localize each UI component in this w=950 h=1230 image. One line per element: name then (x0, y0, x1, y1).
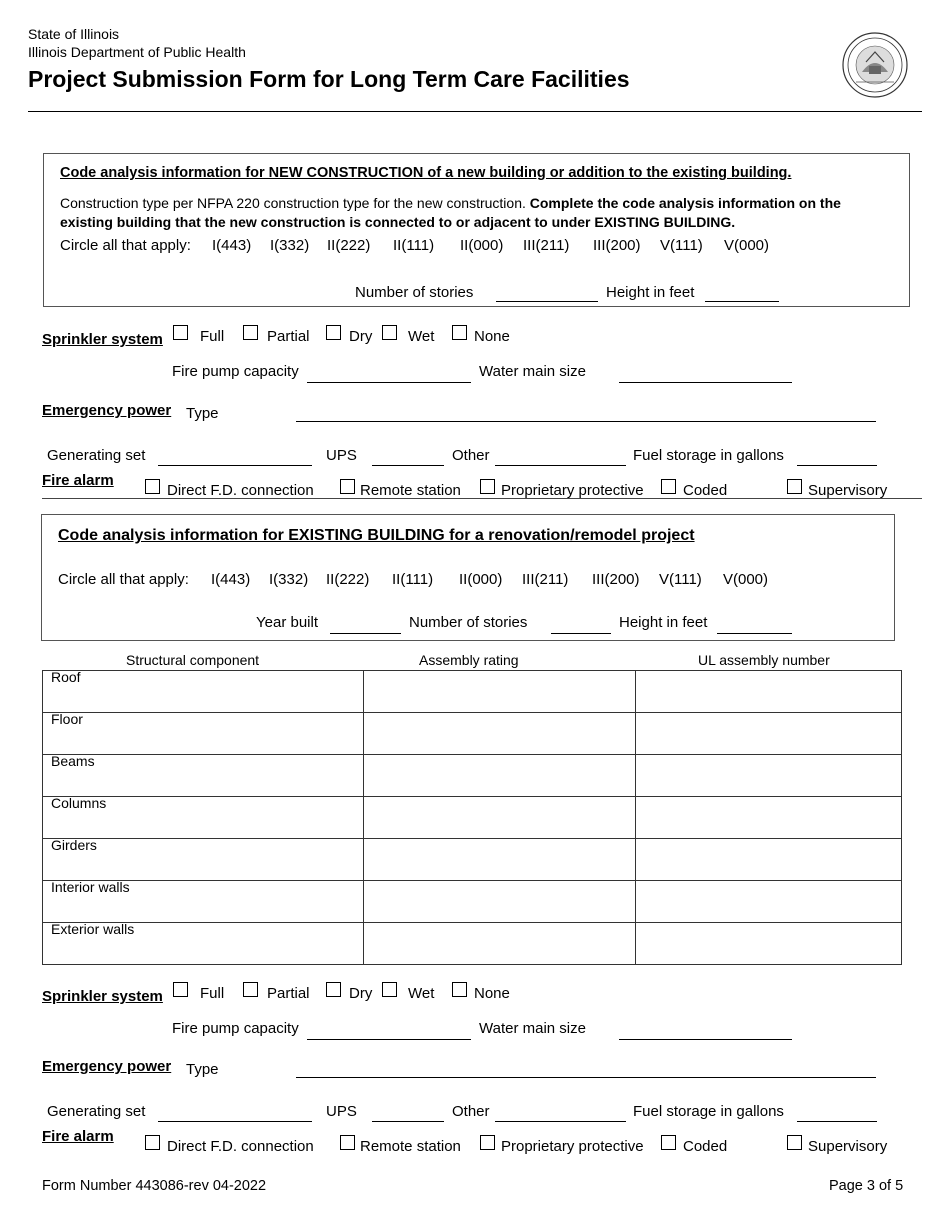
fuel-storage-label: Fuel storage in gallons (633, 447, 784, 464)
type-option[interactable]: V(000) (723, 571, 769, 588)
component-cell: Floor (43, 713, 364, 755)
table-row (43, 671, 902, 713)
alarm-option-label: Coded (683, 482, 728, 499)
alarm-remote-checkbox[interactable] (340, 1135, 355, 1150)
component-cell: Girders (43, 839, 364, 881)
new-construction-instruction-line2: existing building that the new construction is connected to or adjacent to under EXISTING BUILDING. (60, 214, 736, 230)
sprinkler-full-checkbox[interactable] (173, 982, 188, 997)
water-main-input[interactable] (619, 1039, 792, 1040)
type-option[interactable]: V(111) (660, 237, 703, 254)
generating-set-label: Generating set (47, 447, 146, 464)
alarm-option-label: Remote station (360, 482, 461, 499)
sprinkler-none-checkbox[interactable] (452, 325, 467, 340)
height-input[interactable] (705, 301, 779, 302)
alarm-direct-checkbox[interactable] (145, 479, 160, 494)
emergency-type-input[interactable] (296, 421, 876, 422)
emergency-power-label: Emergency power (42, 1058, 172, 1075)
sprinkler-wet-checkbox[interactable] (382, 982, 397, 997)
alarm-option-label: Proprietary protective (501, 1138, 644, 1155)
alarm-remote-checkbox[interactable] (340, 479, 355, 494)
page-title: Project Submission Form for Long Term Care Facilities (28, 66, 630, 92)
alarm-proprietary-checkbox[interactable] (480, 479, 495, 494)
water-main-label: Water main size (479, 363, 586, 380)
alarm-option-label: Remote station (360, 1138, 461, 1155)
fuel-storage-label: Fuel storage in gallons (633, 1103, 784, 1120)
ul-number-cell[interactable] (636, 755, 902, 797)
type-option[interactable]: II(222) (326, 571, 370, 588)
table-row (43, 881, 902, 923)
type-label: Type (186, 1061, 219, 1078)
column-header: Structural component (126, 652, 260, 668)
table-row (43, 923, 902, 965)
sprinkler-partial-checkbox[interactable] (243, 982, 258, 997)
alarm-option-label: Supervisory (808, 482, 888, 499)
section-divider (42, 498, 922, 499)
circle-label: Circle all that apply: (60, 237, 191, 254)
type-option[interactable]: III(200) (592, 571, 640, 588)
type-label: Type (186, 405, 219, 422)
assembly-rating-cell[interactable] (363, 713, 636, 755)
fuel-storage-input[interactable] (797, 465, 877, 466)
table-row (43, 755, 902, 797)
generating-set-input[interactable] (158, 465, 312, 466)
type-option[interactable]: V(000) (724, 237, 770, 254)
type-option[interactable]: III(211) (522, 571, 569, 588)
type-option[interactable]: III(200) (593, 237, 641, 254)
alarm-option-label: Proprietary protective (501, 482, 644, 499)
sprinkler-option-label: Partial (267, 328, 310, 345)
stories-label: Number of stories (409, 614, 528, 631)
water-main-label: Water main size (479, 1020, 586, 1037)
stories-label: Number of stories (355, 284, 474, 301)
assembly-rating-cell[interactable] (363, 671, 636, 713)
fire-alarm-label: Fire alarm (42, 472, 114, 489)
table-row (43, 797, 902, 839)
type-option[interactable]: II(111) (393, 237, 435, 254)
ul-number-cell[interactable] (636, 839, 902, 881)
emergency-power-label: Emergency power (42, 402, 172, 419)
assembly-rating-cell[interactable] (363, 839, 636, 881)
state-name: State of Illinois (28, 26, 120, 42)
alarm-option-label: Direct F.D. connection (167, 1138, 314, 1155)
type-option[interactable]: V(111) (659, 571, 702, 588)
sprinkler-option-label: Full (200, 985, 225, 1002)
fire-pump-label: Fire pump capacity (172, 363, 299, 380)
fire-alarm-label: Fire alarm (42, 1128, 114, 1145)
existing-building-heading: Code analysis information for EXISTING BUILDING for a renovation/remodel project (58, 527, 695, 544)
sprinkler-option-label: None (474, 985, 510, 1002)
type-option[interactable]: I(332) (270, 237, 310, 254)
ul-number-cell[interactable] (636, 923, 902, 965)
department-name: Illinois Department of Public Health (28, 44, 246, 60)
component-cell: Interior walls (43, 881, 364, 923)
sprinkler-dry-checkbox[interactable] (326, 982, 341, 997)
page-number: Page 3 of 5 (829, 1178, 904, 1194)
type-option[interactable]: I(443) (212, 237, 252, 254)
new-construction-instruction-line1: Construction type per NFPA 220 construction type for the new construction. Complete the code analysis information on the (60, 195, 841, 211)
ul-number-cell[interactable] (636, 881, 902, 923)
sprinkler-partial-checkbox[interactable] (243, 325, 258, 340)
ups-input[interactable] (372, 1121, 444, 1122)
sprinkler-none-checkbox[interactable] (452, 982, 467, 997)
year-built-label: Year built (256, 614, 318, 631)
alarm-proprietary-checkbox[interactable] (480, 1135, 495, 1150)
water-main-input[interactable] (619, 382, 792, 383)
component-cell: Roof (43, 671, 364, 713)
sprinkler-system-label: Sprinkler system (42, 331, 163, 348)
other-input[interactable] (495, 1121, 626, 1122)
alarm-supervisory-checkbox[interactable] (787, 1135, 802, 1150)
alarm-coded-checkbox[interactable] (661, 1135, 676, 1150)
new-construction-heading: Code analysis information for NEW CONSTRUCTION of a new building or addition to the existing building. (60, 165, 792, 181)
assembly-rating-cell[interactable] (363, 797, 636, 839)
alarm-option-label: Supervisory (808, 1138, 888, 1155)
ups-input[interactable] (372, 465, 444, 466)
ul-number-cell[interactable] (636, 797, 902, 839)
form-number: Form Number 443086-rev 04-2022 (42, 1178, 267, 1194)
table-row (43, 839, 902, 881)
alarm-coded-checkbox[interactable] (661, 479, 676, 494)
stories-input[interactable] (496, 301, 598, 302)
height-label: Height in feet (606, 284, 695, 301)
circle-label: Circle all that apply: (58, 571, 189, 588)
type-option[interactable]: I(332) (269, 571, 309, 588)
height-label: Height in feet (619, 614, 708, 631)
assembly-rating-cell[interactable] (363, 923, 636, 965)
table-row (43, 713, 902, 755)
ups-label: UPS (326, 1103, 357, 1120)
sprinkler-option-label: Wet (408, 328, 435, 345)
type-option[interactable]: II(222) (327, 237, 371, 254)
stories-input[interactable] (551, 633, 611, 634)
type-option[interactable]: II(000) (460, 237, 504, 254)
other-label: Other (452, 447, 490, 464)
ul-number-cell[interactable] (636, 671, 902, 713)
alarm-option-label: Direct F.D. connection (167, 482, 314, 499)
structural-components-table (42, 670, 902, 965)
height-input[interactable] (717, 633, 792, 634)
generating-set-input[interactable] (158, 1121, 312, 1122)
fire-pump-input[interactable] (307, 1039, 471, 1040)
assembly-rating-cell[interactable] (363, 755, 636, 797)
alarm-direct-checkbox[interactable] (145, 1135, 160, 1150)
state-seal-logo (842, 32, 908, 98)
type-option[interactable]: II(111) (392, 571, 434, 588)
other-input[interactable] (495, 465, 626, 466)
sprinkler-option-label: Full (200, 328, 225, 345)
fire-pump-input[interactable] (307, 382, 471, 383)
generating-set-label: Generating set (47, 1103, 146, 1120)
component-cell: Columns (43, 797, 364, 839)
column-header: UL assembly number (698, 652, 830, 668)
sprinkler-option-label: Partial (267, 985, 310, 1002)
header-divider (28, 111, 922, 112)
sprinkler-option-label: Dry (349, 985, 373, 1002)
sprinkler-dry-checkbox[interactable] (326, 325, 341, 340)
ups-label: UPS (326, 447, 357, 464)
fuel-storage-input[interactable] (797, 1121, 877, 1122)
component-cell: Exterior walls (43, 923, 364, 965)
type-option[interactable]: III(211) (523, 237, 570, 254)
sprinkler-option-label: Dry (349, 328, 373, 345)
sprinkler-option-label: Wet (408, 985, 435, 1002)
sprinkler-full-checkbox[interactable] (173, 325, 188, 340)
sprinkler-system-label: Sprinkler system (42, 988, 163, 1005)
type-option[interactable]: I(443) (211, 571, 251, 588)
type-option[interactable]: II(000) (459, 571, 503, 588)
emergency-type-input[interactable] (296, 1077, 876, 1078)
assembly-rating-cell[interactable] (363, 881, 636, 923)
sprinkler-option-label: None (474, 328, 510, 345)
fire-pump-label: Fire pump capacity (172, 1020, 299, 1037)
component-cell: Beams (43, 755, 364, 797)
alarm-option-label: Coded (683, 1138, 728, 1155)
sprinkler-wet-checkbox[interactable] (382, 325, 397, 340)
other-label: Other (452, 1103, 490, 1120)
column-header: Assembly rating (419, 652, 519, 668)
alarm-supervisory-checkbox[interactable] (787, 479, 802, 494)
year-built-input[interactable] (330, 633, 401, 634)
ul-number-cell[interactable] (636, 713, 902, 755)
